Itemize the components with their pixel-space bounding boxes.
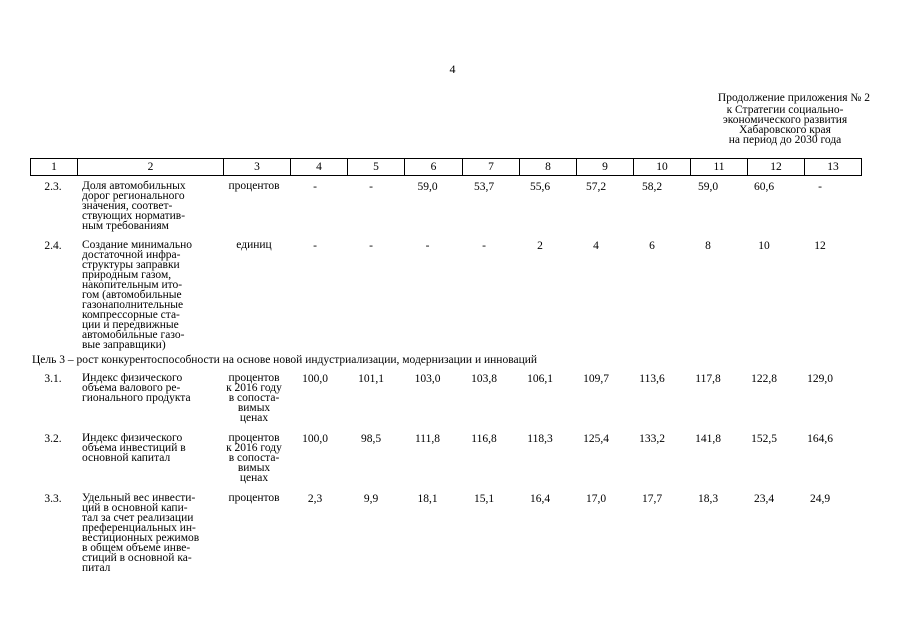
unit-line: вимых xyxy=(237,402,271,414)
value-cell: 2,3 xyxy=(307,493,323,505)
value-cell: 59,0 xyxy=(697,181,719,193)
unit xyxy=(221,240,287,250)
header-cell: 7 xyxy=(463,159,520,176)
value-cell: 12 xyxy=(814,240,826,252)
indicator-name-line: питал xyxy=(82,562,111,574)
header-cell: 4 xyxy=(291,159,348,176)
header-cell: 13 xyxy=(805,159,862,176)
indicator-name-line: автомобильные газо- xyxy=(82,329,185,341)
indicator-name-line: природным газом, xyxy=(82,269,172,281)
indicator-name xyxy=(82,181,186,231)
row-number: 2.4. xyxy=(44,240,62,252)
value-cell: - xyxy=(313,181,317,193)
unit-line: процентов xyxy=(228,372,280,384)
indicator-name-line: газонаполнительные xyxy=(82,299,184,311)
header-cell: 1 xyxy=(31,159,78,176)
unit-line: процентов xyxy=(228,180,280,192)
value-cell: 152,5 xyxy=(751,433,777,445)
indicator-name-line: Удельный вес инвести- xyxy=(82,492,196,504)
header-cell: 6 xyxy=(405,159,463,176)
value-cell: 111,8 xyxy=(414,433,441,445)
value-cell: 18,3 xyxy=(697,493,719,505)
unit-line: единиц xyxy=(236,239,272,251)
indicator-name-line: значения, соответ- xyxy=(82,200,173,212)
value-cell: 118,3 xyxy=(527,433,553,445)
appendix-line: на период до 2030 года xyxy=(728,134,842,146)
value-cell: - xyxy=(425,240,430,252)
value-cell: 6 xyxy=(649,240,655,252)
value-cell: 103,0 xyxy=(414,373,441,385)
value-cell: 24,9 xyxy=(809,493,831,505)
unit-line: вимых xyxy=(237,462,271,474)
value-cell: 17,0 xyxy=(585,493,607,505)
indicator-name-line: вестиционных режимов xyxy=(82,532,200,544)
indicator-name xyxy=(82,493,199,573)
value-cell: 58,2 xyxy=(641,181,663,193)
value-cell: 18,1 xyxy=(417,493,438,505)
indicator-name-line: Индекс физического xyxy=(82,372,183,384)
column-number-header xyxy=(30,158,862,176)
unit xyxy=(221,373,287,423)
appendix-header xyxy=(650,93,870,145)
unit-line: в сопоста- xyxy=(228,392,280,404)
value-cell: 164,6 xyxy=(807,433,833,445)
indicator-name xyxy=(82,433,186,463)
value-cell: - xyxy=(369,181,373,193)
value-cell: 109,7 xyxy=(583,373,609,385)
header-cell: 9 xyxy=(577,159,634,176)
value-cell: - xyxy=(818,181,822,193)
indicator-name-line: в общем объеме инве- xyxy=(82,542,191,554)
indicator-name-line: тал за счет реализации xyxy=(82,512,194,524)
unit-line: ценах xyxy=(239,412,269,424)
indicator-name-line: ций в основной капи- xyxy=(82,502,188,514)
header-cell: 12 xyxy=(748,159,805,176)
value-cell: - xyxy=(369,240,373,252)
value-cell: 55,6 xyxy=(529,181,551,193)
indicator-name-line: объема валового ре- xyxy=(82,382,181,394)
appendix-line: к Стратегии социально- xyxy=(726,104,844,116)
indicator-name xyxy=(82,240,192,350)
value-cell: 17,7 xyxy=(641,493,663,505)
unit-line: в сопоста- xyxy=(228,452,280,464)
value-cell: 2 xyxy=(537,240,543,252)
indicator-name-line: гионального продукта xyxy=(82,392,191,404)
indicator-name-line: структуры заправки xyxy=(82,259,180,271)
value-cell: 116,8 xyxy=(471,433,497,445)
indicator-name-line: ствующих норматив- xyxy=(82,210,186,222)
unit xyxy=(221,493,287,503)
value-cell: 106,1 xyxy=(527,373,553,385)
value-cell: 129,0 xyxy=(807,373,833,385)
indicator-name-line: вые заправщики) xyxy=(82,339,166,351)
value-cell: - xyxy=(482,240,486,252)
indicator-name-line: основной капитал xyxy=(82,452,171,464)
row-number: 2.3. xyxy=(44,181,62,193)
value-cell: 103,8 xyxy=(471,373,497,385)
indicator-name-line: преференциальных ин- xyxy=(82,522,196,534)
row-number: 3.1. xyxy=(44,373,62,385)
unit-line: к 2016 году xyxy=(226,382,282,394)
row-number: 3.3. xyxy=(44,493,62,505)
unit-line: процентов xyxy=(228,432,280,444)
goal-3-heading: Цель 3 – рост конкурентоспособности на основе новой индустриализации, модернизации и инноваций xyxy=(32,354,538,366)
appendix-line: Хабаровского края xyxy=(739,124,831,136)
value-cell: 10 xyxy=(758,240,770,252)
header-cell: 11 xyxy=(691,159,748,176)
value-cell: 98,5 xyxy=(360,433,382,445)
value-cell: 4 xyxy=(593,240,599,252)
header-cell: 5 xyxy=(348,159,405,176)
value-cell: 101,1 xyxy=(358,373,384,385)
unit-line: ценах xyxy=(239,472,269,484)
indicator-name-line: достаточной инфра- xyxy=(82,249,181,261)
value-cell: 100,0 xyxy=(302,373,328,385)
value-cell: 100,0 xyxy=(302,433,328,445)
value-cell: - xyxy=(313,240,317,252)
indicator-name-line: гом (автомобильные xyxy=(82,289,182,301)
row-number: 3.2. xyxy=(44,433,62,445)
unit xyxy=(221,181,287,191)
value-cell: 59,0 xyxy=(417,181,438,193)
header-cell: 8 xyxy=(520,159,577,176)
appendix-line: экономического развития xyxy=(722,114,848,126)
indicator-name-line: Доля автомобильных xyxy=(82,180,186,192)
value-cell: 125,4 xyxy=(583,433,609,445)
value-cell: 9,9 xyxy=(363,493,379,505)
indicator-name-line: объема инвестиций в xyxy=(82,442,186,454)
header-cell: 10 xyxy=(634,159,691,176)
value-cell: 117,8 xyxy=(695,373,721,385)
indicator-name-line: Создание минимально xyxy=(82,239,193,251)
indicator-name-line: компрессорные ста- xyxy=(82,309,180,321)
indicator-name-line: ным требованиям xyxy=(82,220,169,232)
header-cell: 2 xyxy=(78,159,224,176)
value-cell: 122,8 xyxy=(751,373,777,385)
value-cell: 15,1 xyxy=(473,493,495,505)
value-cell: 23,4 xyxy=(753,493,775,505)
unit xyxy=(221,433,287,483)
value-cell: 113,6 xyxy=(639,373,665,385)
indicator-name-line: ции и передвижные xyxy=(82,319,179,331)
page-number: 4 xyxy=(449,62,456,76)
appendix-line: Продолжение приложения № 2 xyxy=(717,92,870,104)
value-cell: 53,7 xyxy=(473,181,495,193)
indicator-name-line: Индекс физического xyxy=(82,432,183,444)
indicator-name-line: стиций в основной ка- xyxy=(82,552,192,564)
header-cell: 3 xyxy=(224,159,291,176)
unit-line: процентов xyxy=(228,492,280,504)
value-cell: 16,4 xyxy=(529,493,551,505)
value-cell: 141,8 xyxy=(695,433,721,445)
value-cell: 133,2 xyxy=(639,433,665,445)
value-cell: 60,6 xyxy=(753,181,775,193)
indicator-name xyxy=(82,373,191,403)
indicator-name-line: дорог регионального xyxy=(82,190,185,202)
indicator-name-line: накопительным ито- xyxy=(82,279,183,291)
unit-line: к 2016 году xyxy=(226,442,282,454)
value-cell: 57,2 xyxy=(585,181,607,193)
value-cell: 8 xyxy=(705,240,711,252)
